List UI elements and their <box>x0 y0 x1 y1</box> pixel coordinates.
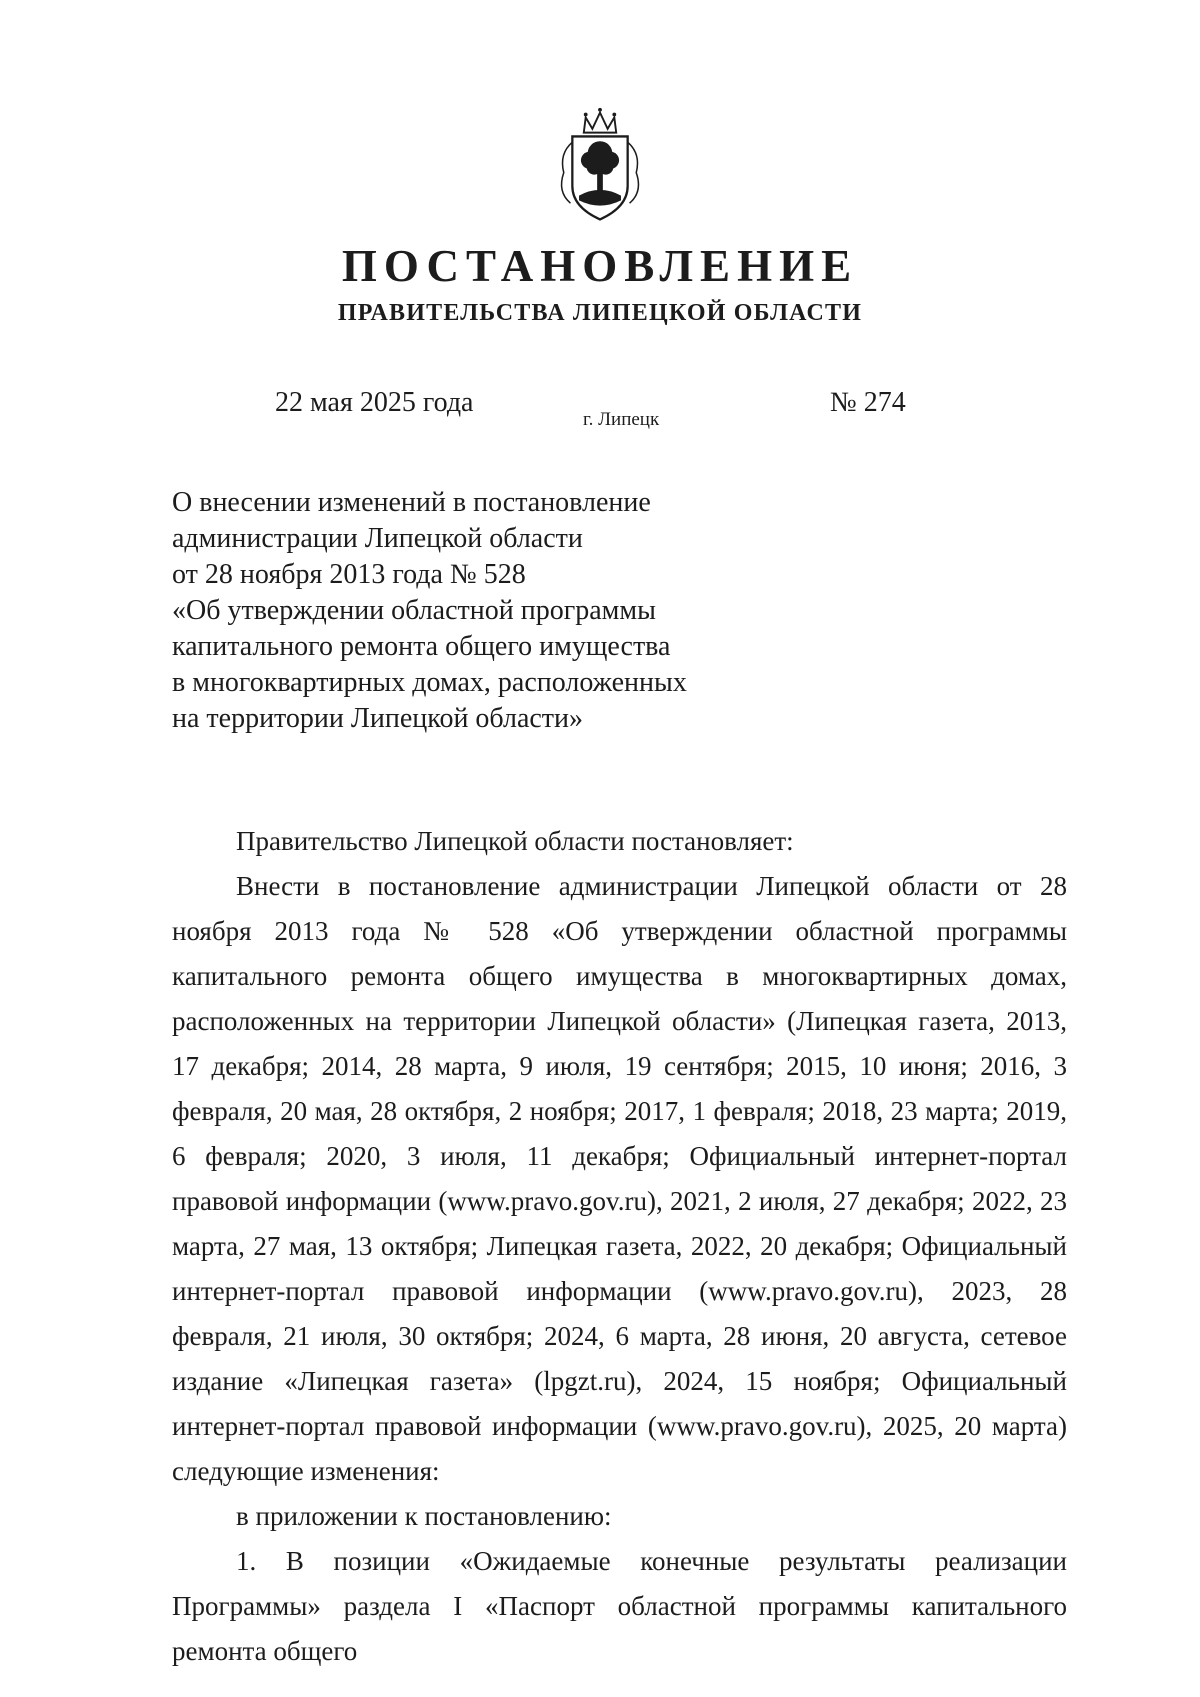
document-place: г. Липецк <box>583 408 660 430</box>
subject-line: О внесении изменений в постановление <box>172 486 651 518</box>
document-title: ПОСТАНОВЛЕНИЕ <box>341 241 859 291</box>
document-number: № 274 <box>830 386 906 418</box>
subject-line: администрации Липецкой области <box>172 522 583 554</box>
subject-line: капитального ремонта общего имущества <box>172 630 671 662</box>
body-paragraph: в приложении к постановлению: <box>236 1500 612 1531</box>
body-paragraph: Правительство Липецкой области постановляет: <box>236 825 794 856</box>
meta-row <box>0 387 1200 435</box>
subject-line: в многоквартирных домах, расположенных <box>172 666 687 698</box>
coat-of-arms-icon <box>550 104 650 228</box>
subject-line: «Об утверждении областной программы <box>172 594 656 626</box>
document-date: 22 мая 2025 года <box>275 386 474 418</box>
subject-block <box>172 485 792 737</box>
subject-line: на территории Липецкой области» <box>172 702 584 734</box>
subject-line: от 28 ноября 2013 года № 528 <box>172 558 526 590</box>
document-subtitle: ПРАВИТЕЛЬСТВА ЛИПЕЦКОЙ ОБЛАСТИ <box>337 299 863 326</box>
document-body <box>172 819 1067 1674</box>
body-paragraph: Внести в постановление администрации Липецкой области от 28 ноября 2013 года № 528 «Об утверждении областной программы капитального ремонта общего имущества в многоквартирных домах, расположенных на территории Липецкой области» (Липецкая газета, 2013, 17 декабря; 2014, 28 марта, 9 июля, 19 сентября; 2015, 10 июня; 2016, 3 февраля, 20 мая, 28 октября, 2 ноября; 2017, 1 февраля; 2018, 23 марта; 2019, 6 февраля; 2020, 3 июля, 11 декабря; Официальный интернет-портал правовой информации (www.pravo.gov.ru), 2021, 2 июля, 27 декабря; 2022, 23 марта, 27 мая, 13 октября; Липецкая газета, 2022, 20 декабря; Официальный интернет-портал правовой информации (www.pravo.gov.ru), 2023, 28 февраля, 21 июля, 30 октября; 2024, 6 марта, 28 июня, 20 августа, сетевое издание «Липецкая газета» (lpgzt.ru), 2024, 15 ноября; Официальный интернет-портал правовой информации (www.pravo.gov.ru), 2025, 20 марта) следующие изменения: <box>172 870 1067 1486</box>
body-paragraph: 1. В позиции «Ожидаемые конечные результаты реализации Программы» раздела I «Паспорт областной программы капитального ремонта общего <box>172 1545 1067 1666</box>
